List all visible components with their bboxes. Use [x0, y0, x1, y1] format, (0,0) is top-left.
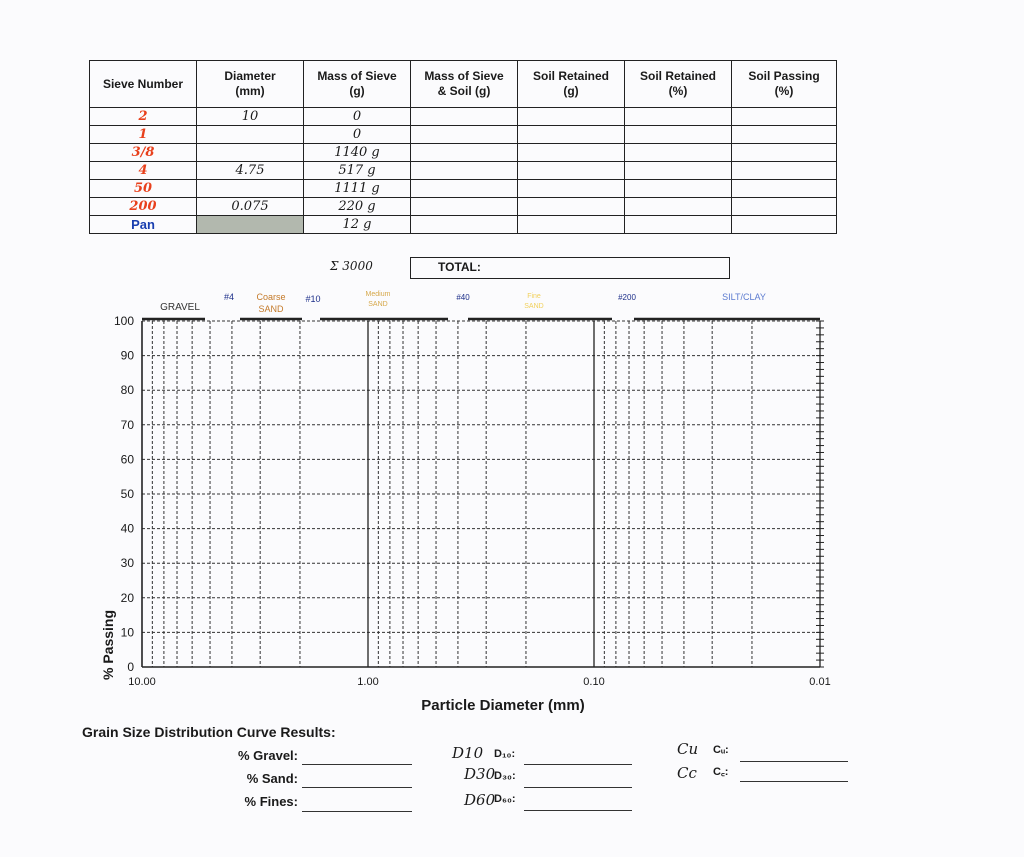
- x-tick-label: 10.00: [128, 676, 156, 688]
- d60-handwritten: D60: [464, 791, 496, 809]
- empty-cell: [625, 162, 732, 180]
- pan-label: Pan: [90, 216, 197, 234]
- y-tick-labels: [114, 314, 134, 674]
- d30-label: D₃₀:: [494, 770, 516, 782]
- empty-cell: [518, 162, 625, 180]
- y-tick-label: 90: [120, 348, 134, 363]
- zone-label-coarse: Coarse: [256, 292, 286, 302]
- y-tick-label: 50: [120, 487, 134, 501]
- header-soil-retained-g: Soil Retained (g): [518, 61, 625, 108]
- empty-cell: [411, 180, 518, 198]
- diameter-cell: 10: [197, 108, 304, 126]
- zone-label-gravel: GRAVEL: [160, 302, 200, 313]
- d60-label: D₆₀:: [494, 793, 516, 805]
- empty-cell: [411, 216, 518, 234]
- header-mass-of-sieve: Mass of Sieve (g): [304, 61, 411, 108]
- empty-cell: [411, 108, 518, 126]
- zone-label-s200: #200: [618, 293, 636, 302]
- x-tick-labels: [128, 676, 830, 688]
- sand-label: % Sand:: [246, 771, 298, 786]
- cu-label: Cᵤ:: [713, 744, 729, 756]
- table-row-pan: [90, 216, 837, 234]
- sieve-cell: 50: [90, 180, 197, 198]
- empty-cell: [732, 108, 837, 126]
- diameter-cell: 0.075: [197, 198, 304, 216]
- y-tick-label: 10: [120, 625, 134, 640]
- table-header-row: [90, 61, 837, 108]
- zone-labels: [142, 291, 820, 319]
- zone-label-silt: SILT/CLAY: [722, 292, 766, 302]
- mass-sum: Σ 3000: [330, 259, 373, 273]
- empty-cell: [732, 216, 837, 234]
- y-tick-label: 0: [127, 660, 134, 674]
- cc-label: C꜀:: [713, 766, 729, 778]
- sieve-cell: 200: [90, 198, 197, 216]
- empty-cell: [518, 126, 625, 144]
- header-diameter: Diameter (mm): [197, 61, 304, 108]
- x-tick-label: 0.10: [583, 676, 605, 688]
- zone-label-sand: SAND: [258, 304, 284, 314]
- empty-cell: [732, 126, 837, 144]
- mass-cell: 0: [304, 126, 411, 144]
- zone-label-fine: Fine: [527, 293, 541, 300]
- table-row: [90, 126, 837, 144]
- empty-cell: [518, 216, 625, 234]
- y-tick-label: 60: [120, 452, 134, 467]
- y-tick-label: 30: [120, 556, 134, 571]
- empty-cell: [518, 144, 625, 162]
- header-sieve-number: Sieve Number: [90, 61, 197, 108]
- table-row: [90, 198, 837, 216]
- d10-label: D₁₀:: [494, 748, 516, 760]
- zone-label-medium: Medium: [365, 291, 391, 298]
- empty-cell: [732, 180, 837, 198]
- x-tick-label: 1.00: [357, 676, 379, 688]
- empty-cell: [625, 108, 732, 126]
- zone-label-s4: #4: [223, 292, 235, 302]
- y-tick-label: 20: [120, 590, 134, 605]
- y-tick-label: 80: [120, 383, 134, 398]
- cu-blank[interactable]: [740, 761, 848, 762]
- empty-cell: [411, 162, 518, 180]
- y-tick-label: 100: [113, 314, 134, 328]
- sieve-cell: 3/8: [90, 144, 197, 162]
- diameter-cell: [197, 144, 304, 162]
- gravel-label: % Gravel:: [238, 748, 298, 763]
- diameter-cell: 4.75: [197, 162, 304, 180]
- empty-cell: [518, 108, 625, 126]
- table-row: [90, 180, 837, 198]
- sieve-cell: 2: [90, 108, 197, 126]
- header-soil-passing-pct: Soil Passing (%): [732, 61, 837, 108]
- chart-grid: [142, 321, 824, 667]
- d10-handwritten: D10: [452, 744, 484, 762]
- d30-blank[interactable]: [524, 787, 632, 788]
- diameter-cell: [197, 126, 304, 144]
- zone-label-sand2: SAND: [368, 301, 388, 308]
- cu-handwritten: Cu: [677, 740, 699, 758]
- mass-cell: 1111 g: [304, 180, 411, 198]
- empty-cell: [732, 198, 837, 216]
- x-tick-label: 0.01: [809, 676, 831, 688]
- gravel-blank[interactable]: [302, 764, 412, 765]
- zone-label-s10: #10: [305, 294, 321, 304]
- cc-blank[interactable]: [740, 781, 848, 782]
- mass-cell: 517 g: [304, 162, 411, 180]
- empty-cell: [411, 126, 518, 144]
- d60-blank[interactable]: [524, 810, 632, 811]
- diameter-cell: [197, 180, 304, 198]
- empty-cell: [518, 180, 625, 198]
- fines-blank[interactable]: [302, 811, 412, 812]
- x-axis-label: Particle Diameter (mm): [421, 697, 585, 714]
- table-row: [90, 162, 837, 180]
- total-label: TOTAL:: [438, 260, 481, 274]
- sand-blank[interactable]: [302, 787, 412, 788]
- header-mass-sieve-soil: Mass of Sieve & Soil (g): [411, 61, 518, 108]
- empty-cell: [518, 198, 625, 216]
- empty-cell: [625, 126, 732, 144]
- empty-cell: [411, 144, 518, 162]
- y-tick-label: 70: [120, 417, 134, 432]
- mass-cell: 12 g: [304, 216, 411, 234]
- header-soil-retained-pct: Soil Retained (%): [625, 61, 732, 108]
- cc-handwritten: Cc: [677, 764, 697, 782]
- empty-cell: [625, 216, 732, 234]
- table-row: [90, 108, 837, 126]
- empty-cell: [732, 144, 837, 162]
- mass-cell: 220 g: [304, 198, 411, 216]
- mass-cell: 0: [304, 108, 411, 126]
- y-tick-label: 40: [120, 521, 134, 536]
- sieve-cell: 1: [90, 126, 197, 144]
- empty-cell: [625, 180, 732, 198]
- empty-cell: [411, 198, 518, 216]
- pan-diameter-shaded: [197, 216, 304, 234]
- results-title: Grain Size Distribution Curve Results:: [82, 724, 336, 740]
- fines-label: % Fines:: [244, 794, 298, 809]
- d10-blank[interactable]: [524, 764, 632, 765]
- mass-cell: 1140 g: [304, 144, 411, 162]
- y-axis-label: % Passing: [100, 609, 116, 681]
- zone-label-s40: #40: [456, 293, 470, 302]
- d30-handwritten: D30: [464, 765, 496, 783]
- table-row: [90, 144, 837, 162]
- sieve-cell: 4: [90, 162, 197, 180]
- empty-cell: [625, 144, 732, 162]
- sieve-analysis-table: [89, 60, 837, 234]
- empty-cell: [625, 198, 732, 216]
- grain-size-chart: [0, 280, 1024, 720]
- zone-label-sand3: SAND: [524, 303, 544, 310]
- empty-cell: [732, 162, 837, 180]
